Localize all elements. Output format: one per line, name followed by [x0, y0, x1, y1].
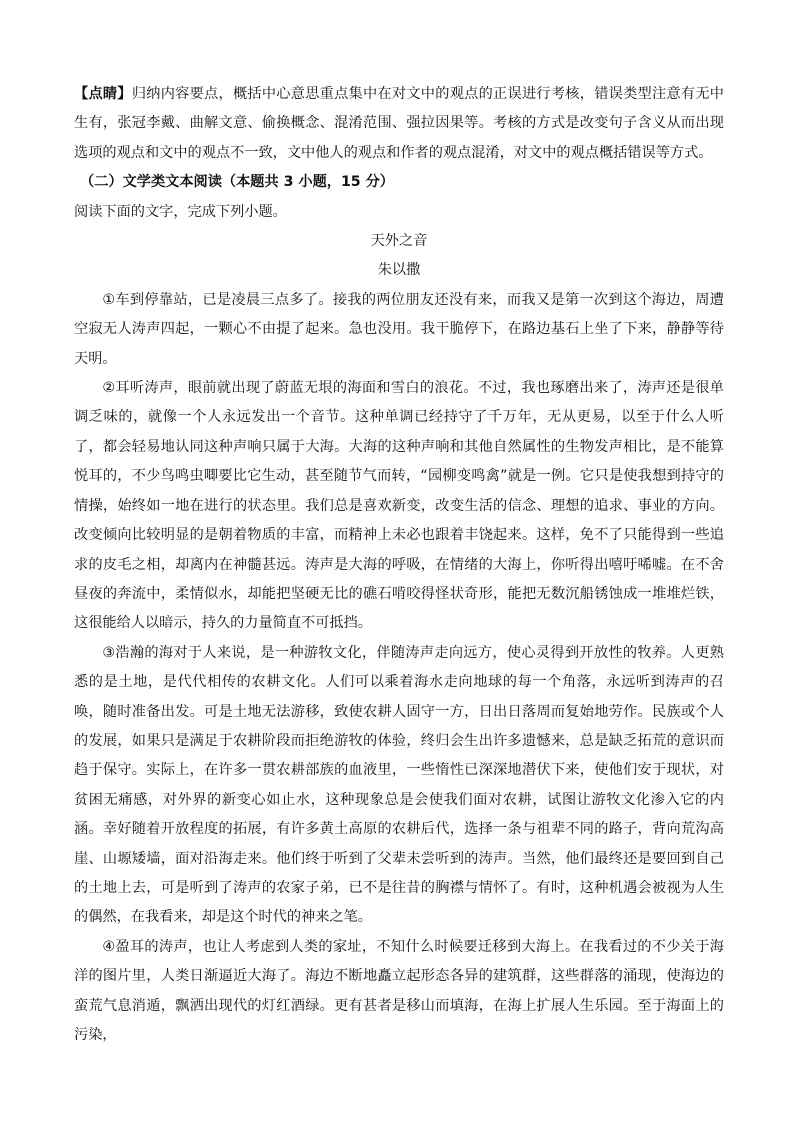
section-instruction: 阅读下面的文字，完成下列小题。	[74, 203, 287, 220]
article-paragraph-1: ①车到停靠站，已是凌晨三点多了。接我的两位朋友还没有来，而我又是第一次到这个海边，周遭空寂无人涛声四起，一颗心不由提了起来。急也没用。我干脆停下，在路边基石上坐了下来，静静等待天明。	[74, 291, 724, 367]
dianjing-text: 归纳内容要点，概括中心意思重点集中在对文中的观点的正误进行考核，错误类型注意有无中生有，张冠李戴、曲解文意、偷换概念、混淆范围、强拉因果等。考核的方式是改变句子含义从而出现选项的观点和文中的观点不一致，文中他人的观点和作者的观点混淆，对文中的观点概括错误等方式。	[74, 86, 724, 161]
article-paragraph-4: ④盈耳的涛声，也让人考虑到人类的家址，不知什么时候要迁移到大海上。在我看过的不少关于海洋的图片里，人类日渐逼近大海了。海边不断地矗立起形态各异的建筑群，这些群落的涌现，使海边的蛮荒气息消遁，飘洒出现代的灯红酒绿。更有甚者是移山而填海，在海上扩展人生乐园。至于海面上的污染，	[74, 938, 724, 1043]
article-title: 天外之音	[370, 233, 428, 250]
dianjing-label: 【点睛】	[74, 86, 132, 102]
article-paragraph-2: ②耳听涛声，眼前就出现了蔚蓝无垠的海面和雪白的浪花。不过，我也琢磨出来了，涛声还是很单调乏味的，就像一个人永远发出一个音节。这种单调已经持守了千万年，无从更易，以至于什么人听了，都会轻易地认同这种声响只属于大海。大海的这种声响和其他自然属性的生物发声相比，是不能算悦耳的，不少鸟鸣虫唧要比它生动，甚至随节气而转，“园柳变鸣禽”就是一例。它只是使我想到持守的情操，始终如一地在进行的状态里。我们总是喜欢新变，改变生活的信念、理想的追求、事业的方向。改变倾向比较明显的是朝着物质的丰富，而精神上未必也跟着丰饶起来。这样，免不了只能得到一些追求的皮毛之相，却离内在神髓甚远。涛声是大海的呼吸，在情绪的大海上，你听得出嘻吁唏嘘。在不舍昼夜的奔流中，柔情似水，却能把坚硬无比的礁石啃咬得怪状奇形，能把无数沉船锈蚀成一堆堆烂铁，这很能给人以暗示，持久的力量简直不可抵挡。	[74, 380, 724, 632]
article-author: 朱以撒	[377, 262, 421, 279]
section-heading: （二）文学类文本阅读（本题共 3 小题，15 分）	[80, 174, 394, 191]
dianjing-paragraph	[74, 80, 724, 168]
article-paragraph-3: ③浩瀚的海对于人来说，是一种游牧文化，伴随涛声走向远方，使心灵得到开放性的牧养。人更熟悉的是土地，是代代相传的农耕文化。人们可以乘着海水走向地球的每一个角落，永远听到涛声的召唤，随时准备出发。可是土地无法游移，致使农耕人固守一方，日出日落周而复始地劳作。民族或个人的发展，如果只是满足于农耕阶段而拒绝游牧的体验，终归会生出许多遗憾来，总是缺乏拓荒的意识而趋于保守。实际上，在许多一贯农耕部族的血液里，一些惰性已深深地潜伏下来，使他们安于现状，对贫困无痛感，对外界的新变心如止水，这种现象总是会使我们面对农耕，试图让游牧文化渗入它的内涵。幸好随着开放程度的拓展，有许多黄土高原的农耕后代，选择一条与祖辈不同的路子，背向荒沟高崖、山塬矮墙，面对沿海走来。他们终于听到了父辈未尝听到的涛声。当然，他们最终还是要回到自己的土地上去，可是听到了涛声的农家子弟，已不是往昔的胸襟与情怀了。有时，这种机遇会被视为人生的偶然，在我看来，却是这个时代的神来之笔。	[74, 644, 724, 926]
page-content	[74, 80, 724, 1050]
